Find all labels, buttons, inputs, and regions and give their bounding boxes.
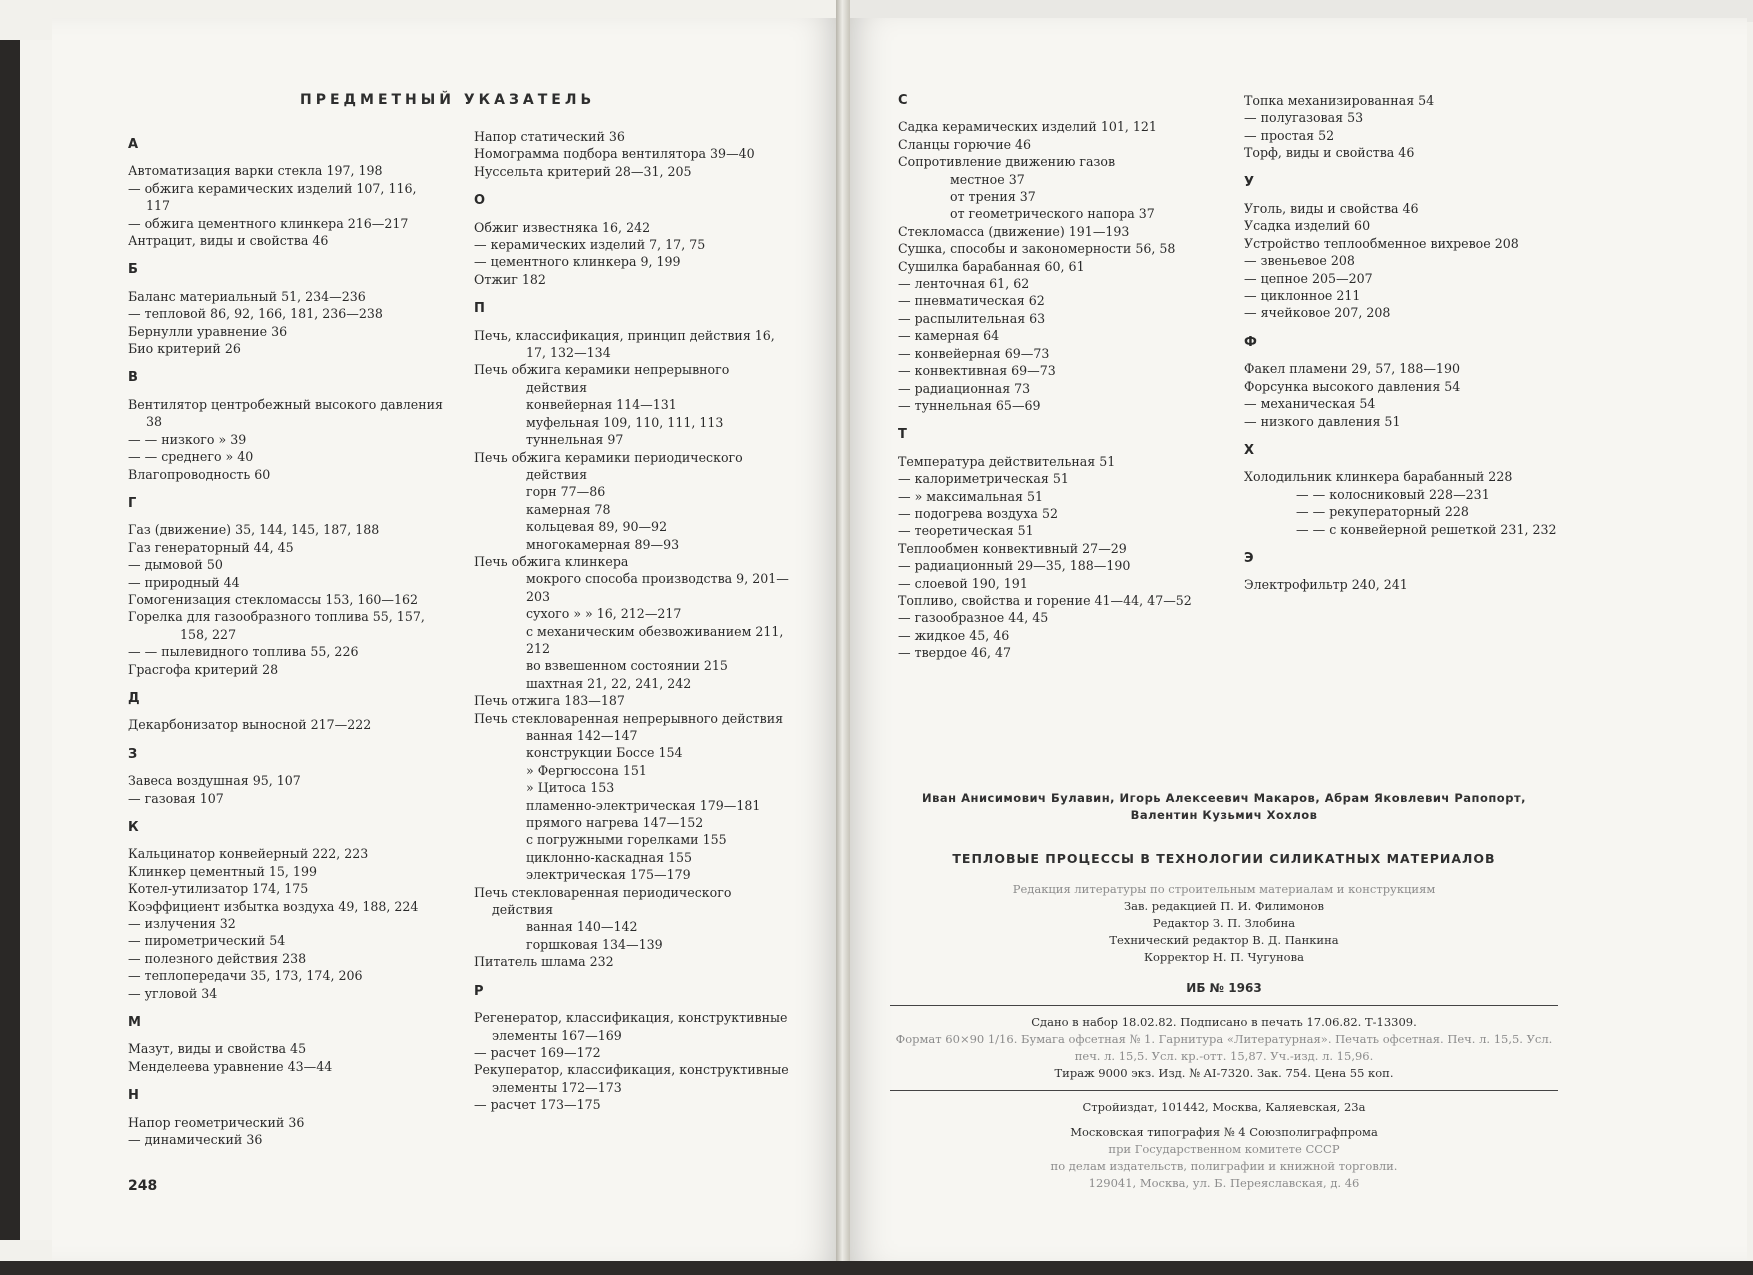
colophon-book-title: ТЕПЛОВЫЕ ПРОЦЕССЫ В ТЕХНОЛОГИИ СИЛИКАТНЫХ МАТЕРИАЛОВ	[952, 851, 1496, 866]
index-entry: — жидкое 45, 46	[898, 627, 1010, 643]
index-entry: Горелка для газообразного топлива 55, 157, 158, 227	[128, 609, 425, 642]
credit-line: Зав. редакцией П. И. Филимонов	[1123, 899, 1325, 913]
index-entry: прямого нагрева 147—152	[526, 815, 704, 831]
background-bottom-edge	[0, 1261, 1753, 1275]
index-entry: — цементного клинкера 9, 199	[474, 254, 681, 270]
index-entry: — калориметрическая 51	[898, 471, 1069, 487]
index-section-letter: Б	[128, 262, 138, 278]
index-entry: Газ (движение) 35, 144, 145, 187, 188	[128, 522, 380, 538]
index-entry: местное 37	[950, 171, 1025, 187]
index-entry: — природный 44	[128, 574, 240, 590]
index-entry: — динамический 36	[128, 1132, 263, 1148]
index-entry: — газообразное 44, 45	[898, 610, 1049, 626]
index-entry: Нуссельта критерий 28—31, 205	[474, 163, 692, 179]
page-stack-edge	[20, 40, 53, 1240]
index-entry: — циклонное 211	[1244, 288, 1361, 304]
index-entry: Рекуператор, классификация, конструктивные элементы 172—173	[474, 1062, 789, 1095]
index-entry: Гомогенизация стекломассы 153, 160—162	[128, 591, 419, 607]
printer-line: по делам издательств, полиграфии и книжной торговли.	[1050, 1159, 1398, 1173]
index-section-letter: Р	[474, 983, 484, 999]
printer-line: Московская типография № 4 Союзполиграфпрома	[1070, 1125, 1378, 1139]
divider	[890, 1005, 1558, 1006]
index-entry: — — колосниковый 228—231	[1296, 486, 1490, 502]
index-entry: электрическая 175—179	[526, 867, 691, 883]
index-entry: Котел-утилизатор 174, 175	[128, 881, 309, 897]
index-entry: Клинкер цементный 15, 199	[128, 863, 317, 879]
index-column-1	[128, 136, 444, 1149]
index-entry: Сопротивление движению газов	[898, 154, 1116, 170]
index-section-letter: Т	[898, 427, 907, 443]
index-entry: Напор статический 36	[474, 129, 625, 144]
index-entry: — твердое 46, 47	[898, 645, 1012, 661]
index-entry: Регенератор, классификация, конструктивные элементы 167—169	[474, 1010, 788, 1043]
index-entry: — камерная 64	[898, 328, 1000, 344]
index-section-letter: А	[128, 137, 139, 152]
index-column-2	[474, 128, 792, 1114]
index-section-letter: М	[128, 1015, 141, 1031]
index-entry: — конвейерная 69—73	[898, 345, 1050, 361]
index-entry: с механическим обезвоживанием 211, 212	[526, 623, 784, 656]
index-entry: Электрофильтр 240, 241	[1244, 577, 1408, 593]
index-entry: — газовая 107	[128, 790, 224, 806]
index-entry: от геометрического напора 37	[950, 206, 1155, 222]
index-entry: Печь стекловаренная периодического действия	[474, 884, 732, 918]
index-section-letter: К	[128, 820, 139, 835]
colophon	[890, 790, 1558, 1192]
index-entry: Антрацит, виды и свойства 46	[128, 233, 329, 249]
credit-line: Редактор З. П. Злобина	[1152, 916, 1296, 930]
index-entry: — теплопередачи 35, 173, 174, 206	[128, 968, 363, 984]
index-entry: — расчет 169—172	[474, 1044, 601, 1060]
index-entry: Коэффициент избытка воздуха 49, 188, 224	[128, 898, 419, 914]
index-section-letter: Э	[1244, 550, 1254, 566]
index-section-letter: С	[898, 93, 908, 108]
print-info-line: Сдано в набор 18.02.82. Подписано в печать 17.06.82. Т-13309.	[1031, 1015, 1417, 1029]
index-entry: с погружными горелками 155	[526, 832, 727, 848]
index-entry: Вентилятор центробежный высокого давления 38	[128, 396, 443, 430]
index-entry: конвейерная 114—131	[526, 397, 677, 413]
index-entry: конструкции Боссе 154	[526, 745, 683, 761]
credit-line: Корректор Н. П. Чугунова	[1144, 950, 1304, 964]
index-entry: — механическая 54	[1244, 396, 1376, 412]
credit-line: Редакция литературы по строительным материалам и конструкциям	[1012, 882, 1436, 896]
index-entry: ванная 140—142	[526, 919, 638, 935]
index-entry: — расчет 173—175	[474, 1097, 601, 1113]
index-entry: — — низкого » 39	[128, 431, 247, 447]
printer-line: 129041, Москва, ул. Б. Переяславская, д. 46	[1088, 1176, 1360, 1190]
index-entry: Декарбонизатор выносной 217—222	[128, 717, 372, 733]
index-entry: — звеньевое 208	[1244, 253, 1355, 269]
index-entry: сухого » » 16, 212—217	[526, 606, 682, 622]
index-entry: Обжиг известняка 16, 242	[474, 219, 651, 235]
index-entry: Номограмма подбора вентилятора 39—40	[474, 146, 755, 162]
index-section-letter: П	[474, 301, 485, 317]
index-entry: горн 77—86	[526, 484, 606, 500]
index-entry: Баланс материальный 51, 234—236	[128, 288, 366, 304]
index-entry: Сланцы горючие 46	[898, 136, 1032, 152]
index-section-letter: О	[474, 193, 486, 209]
index-entry: Отжиг 182	[474, 271, 546, 287]
index-entry: » Фергюссона 151	[526, 762, 647, 778]
index-entry: Мазут, виды и свойства 45	[128, 1041, 307, 1057]
index-entry: кольцевая 89, 90—92	[526, 519, 668, 535]
index-entry: — цепное 205—207	[1244, 270, 1373, 286]
index-entry: Факел пламени 29, 57, 188—190	[1244, 361, 1460, 377]
index-entry: многокамерная 89—93	[526, 536, 680, 552]
index-entry: Влагопроводность 60	[128, 466, 271, 482]
index-entry: — распылительная 63	[898, 310, 1046, 326]
index-entry: от трения 37	[950, 189, 1036, 205]
index-entry: — простая 52	[1244, 127, 1335, 143]
index-entry: Печь стекловаренная непрерывного действия	[474, 710, 784, 726]
index-column-3	[898, 92, 1216, 662]
index-entry: — пирометрический 54	[128, 933, 286, 949]
index-entry: — теоретическая 51	[898, 523, 1034, 539]
index-entry: мокрого способа производства 9, 201—203	[526, 571, 789, 604]
colophon-printer	[890, 1124, 1558, 1192]
index-entry: Температура действительная 51	[898, 453, 1116, 469]
page-title: ПРЕДМЕТНЫЙ УКАЗАТЕЛЬ	[300, 92, 596, 108]
index-entry: туннельная 97	[526, 432, 624, 448]
index-entry: — подогрева воздуха 52	[898, 505, 1058, 521]
index-entry: во взвешенном состоянии 215	[526, 658, 728, 674]
index-entry: Сушилка барабанная 60, 61	[898, 258, 1085, 274]
index-entry: — ячейковое 207, 208	[1244, 305, 1391, 321]
index-entry: горшковая 134—139	[526, 936, 663, 952]
index-entry: — радиационная 73	[898, 380, 1031, 396]
index-entry: Садка керамических изделий 101, 121	[898, 119, 1157, 135]
index-entry: Завеса воздушная 95, 107	[128, 773, 301, 789]
index-entry: Грасгофа критерий 28	[128, 661, 279, 677]
index-entry: — — пылевидного топлива 55, 226	[128, 644, 359, 660]
index-entry: камерная 78	[526, 501, 611, 517]
colophon-publisher: Стройиздат, 101442, Москва, Каляевская, 23а	[1082, 1100, 1366, 1114]
index-entry: — обжига керамических изделий 107, 116, 117	[128, 180, 417, 214]
index-entry: Устройство теплообменное вихревое 208	[1244, 235, 1519, 251]
index-section-letter: Ф	[1244, 334, 1257, 350]
index-entry: — » максимальная 51	[898, 488, 1043, 504]
index-entry: — излучения 32	[128, 916, 236, 932]
index-entry: Топливо, свойства и горение 41—44, 47—52	[898, 592, 1192, 608]
index-entry: ванная 142—147	[526, 728, 638, 743]
index-entry: Форсунка высокого давления 54	[1244, 378, 1461, 394]
index-column-4	[1244, 92, 1564, 594]
index-entry: Био критерий 26	[128, 341, 241, 357]
index-entry: — керамических изделий 7, 17, 75	[474, 237, 706, 253]
index-entry: Топка механизированная 54	[1244, 93, 1435, 108]
index-entry: — тепловой 86, 92, 166, 181, 236—238	[128, 306, 383, 322]
index-entry: Холодильник клинкера барабанный 228	[1244, 469, 1513, 485]
index-entry: — радиационный 29—35, 188—190	[898, 558, 1131, 574]
index-entry: — обжига цементного клинкера 216—217	[128, 215, 409, 231]
index-entry: Теплообмен конвективный 27—29	[898, 540, 1127, 556]
index-section-letter: Г	[128, 495, 137, 511]
index-entry: Печь обжига керамики периодического действия	[474, 449, 743, 482]
index-section-letter: В	[128, 370, 138, 386]
index-entry: Кальцинатор конвейерный 222, 223	[128, 846, 369, 862]
index-entry: — угловой 34	[128, 985, 218, 1001]
index-entry: Питатель шлама 232	[474, 954, 614, 970]
divider	[890, 1090, 1558, 1091]
index-entry: Стекломасса (движение) 191—193	[898, 223, 1130, 239]
index-entry: Напор геометрический 36	[128, 1114, 305, 1130]
index-entry: шахтная 21, 22, 241, 242	[526, 675, 692, 691]
index-entry: — — рекуператорный 228	[1296, 504, 1469, 520]
index-entry: » Цитоса 153	[526, 780, 615, 796]
page-number: 248	[128, 1178, 158, 1194]
index-entry: — низкого давления 51	[1244, 413, 1401, 429]
index-entry: — — с конвейерной решеткой 231, 232	[1296, 521, 1557, 537]
index-entry: Торф, виды и свойства 46	[1244, 145, 1415, 161]
index-entry: Газ генераторный 44, 45	[128, 539, 294, 555]
index-section-letter: Д	[128, 690, 140, 706]
index-entry: — полезного действия 238	[128, 950, 307, 966]
print-info-line: Тираж 9000 экз. Изд. № AI-7320. Зак. 754. Цена 55 коп.	[1054, 1066, 1394, 1080]
index-section-letter: Н	[128, 1088, 139, 1104]
index-entry: — — среднего » 40	[128, 449, 254, 465]
index-entry: Усадка изделий 60	[1244, 218, 1371, 234]
index-section-letter: З	[128, 746, 138, 762]
index-entry: — туннельная 65—69	[898, 397, 1041, 413]
book-spine	[836, 0, 850, 1275]
index-section-letter: У	[1244, 174, 1255, 190]
colophon-authors: Иван Анисимович Булавин, Игорь Алексеевич Макаров, Абрам Яковлевич Рапопорт, Валентин Кузьмич Хохлов	[922, 791, 1526, 822]
index-entry: — пневматическая 62	[898, 293, 1045, 309]
index-entry: циклонно-каскадная 155	[526, 849, 693, 865]
colophon-credits	[890, 881, 1558, 966]
index-entry: Бернулли уравнение 36	[128, 323, 288, 339]
index-entry: — полугазовая 53	[1244, 110, 1364, 126]
index-entry: — дымовой 50	[128, 557, 223, 573]
print-info-line: Формат 60×90 1/16. Бумага офсетная № 1. Гарнитура «Литературная». Печать офсетная. Печ. л. 15,5. Усл. печ. л. 15,5. Усл. кр.-отт. 15,87. Уч.-изд. л. 15,96.	[895, 1032, 1553, 1063]
index-entry: — слоевой 190, 191	[898, 575, 1028, 591]
index-entry: Печь обжига клинкера	[474, 553, 629, 569]
index-entry: муфельная 109, 110, 111, 113	[526, 414, 724, 430]
index-entry: Автоматизация варки стекла 197, 198	[128, 163, 383, 179]
book-cover-edge	[0, 40, 20, 1240]
index-entry: Менделеева уравнение 43—44	[128, 1058, 333, 1074]
index-entry: Уголь, виды и свойства 46	[1244, 201, 1419, 217]
index-entry: Печь отжига 183—187	[474, 693, 625, 709]
index-entry: Печь, классификация, принцип действия 16, 17, 132—134	[474, 327, 775, 361]
index-entry: пламенно-электрическая 179—181	[526, 797, 761, 813]
index-entry: Печь обжига керамики непрерывного действия	[474, 362, 730, 395]
colophon-ib-number: ИБ № 1963	[1186, 981, 1262, 995]
index-section-letter: Х	[1244, 442, 1255, 458]
index-entry: Сушка, способы и закономерности 56, 58	[898, 241, 1176, 257]
printer-line: при Государственном комитете СССР	[1108, 1142, 1340, 1156]
credit-line: Технический редактор В. Д. Панкина	[1109, 933, 1339, 947]
index-entry: — конвективная 69—73	[898, 363, 1056, 379]
index-entry: — ленточная 61, 62	[898, 276, 1030, 292]
